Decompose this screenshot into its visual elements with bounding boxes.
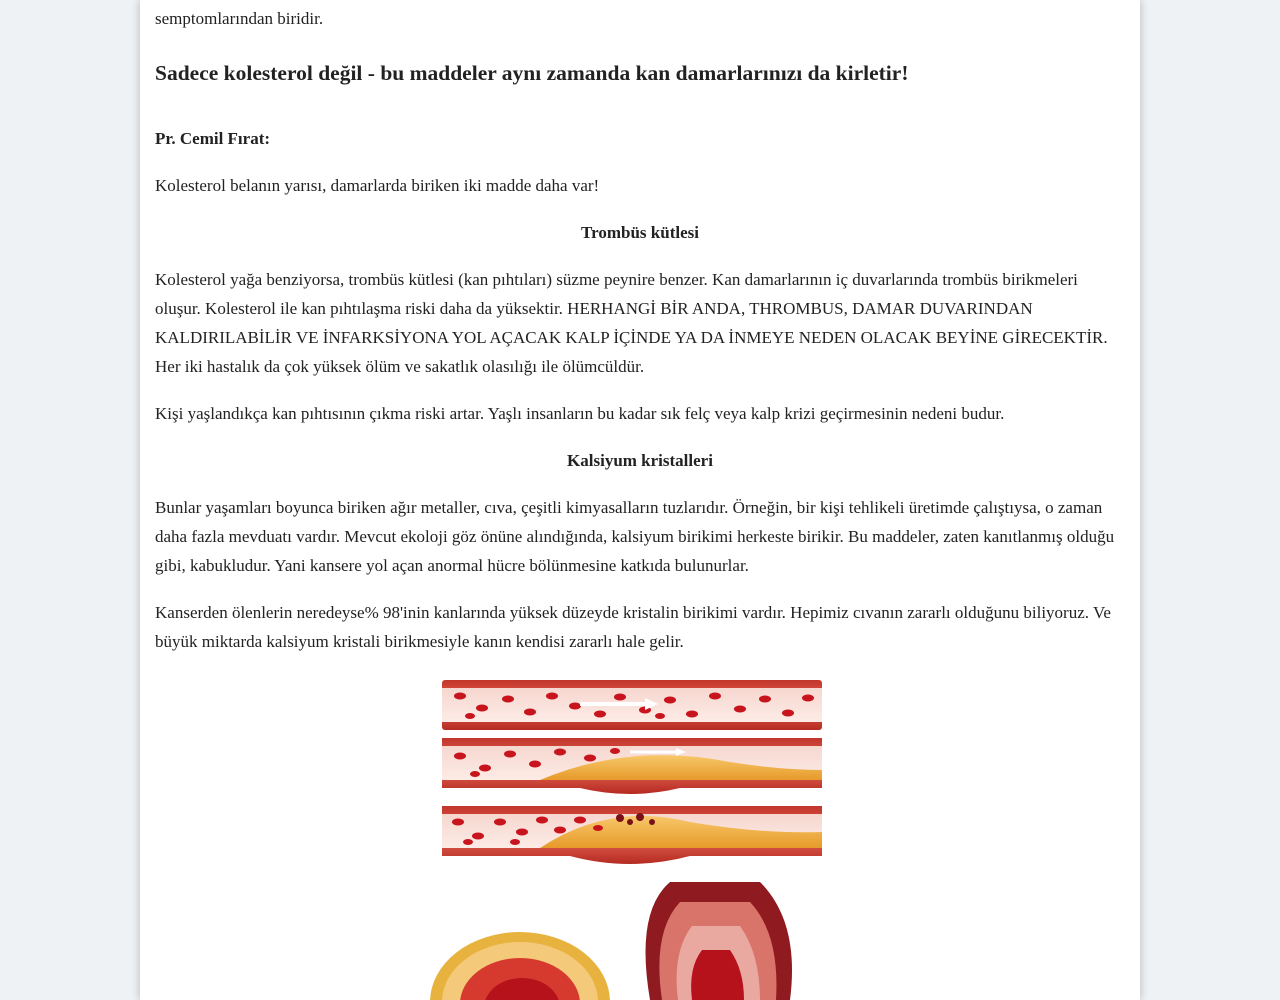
artery-illustration [430, 672, 850, 1000]
paragraph-thrombus-2: Kişi yaşlandıkça kan pıhtısının çıkma riski artar. Yaşlı insanların bu kadar sık felç veya kalp krizi geçirmesinin nedeni budur. [155, 404, 1005, 423]
paragraph-calcium-1: Bunlar yaşamları boyunca biriken ağır metaller, cıva, çeşitli kimyasalların tuzlarıdır. Örneğin, bir kişi tehlikeli üretimde çalıştıysa, o zaman daha fazla mevduatı vardır. Mevcut ekoloji göz önüne alındığında, kalsiyum birikimi herkeste birikir. Bu maddeler, zaten kanıtlanmış olduğu gibi, kabukludur. Yani kansere yol açan anormal hücre bölünmesine katkıda bulunurlar. [155, 498, 1115, 575]
intro-paragraph: Kolesterol belanın yarısı, damarlarda biriken iki madde daha var! [155, 176, 600, 195]
article-page [140, 0, 1140, 1000]
paragraph-calcium-2: Kanserden ölenlerin neredeyse% 98'inin kanlarında yüksek düzeyde kristalin birikimi vardır. Hepimiz cıvanın zararlı olduğunu biliyoruz. Ve büyük miktarda kalsiyum kristali birikmesiyle kanın kendisi zararlı hale gelir. [155, 603, 1111, 651]
vessel-plaque [442, 738, 822, 794]
artery-cross-section-right [646, 882, 793, 1000]
article-heading: Sadece kolesterol değil - bu maddeler aynı zamanda kan damarlarınızı da kirletir! [155, 61, 909, 85]
paragraph-thrombus-1: Kolesterol yağa benziyorsa, trombüs kütlesi (kan pıhtıları) süzme peynire benzer. Kan damarlarının iç duvarlarında trombüs birikmeleri oluşur. Kolesterol ile kan pıhtılaşma riski daha da yüksektir. HERHANGİ BİR ANDA, THROMBUS, DAMAR DUVARINDAN KALDIRILABİLİR VE İNFARKSİYONA YOL AÇACAK KALP İÇİNDE YA DA İNMEYE NEDEN OLACAK BEYİNE GİRECEKTİR. Her iki hastalık da çok yüksek ölüm ve sakatlık olasılığı ile ölümcüldür. [155, 270, 1108, 376]
text-fragment: semptomlarından biridir. [155, 9, 324, 28]
artery-illustration-svg [430, 672, 850, 1000]
section-title-thrombus: Trombüs kütlesi [581, 223, 699, 242]
vessel-healthy [442, 680, 822, 730]
section-title-calcium: Kalsiyum kristalleri [567, 451, 713, 470]
author-name: Pr. Cemil Fırat: [155, 129, 271, 148]
artery-cross-section-left [430, 932, 610, 1000]
vessel-blocked [442, 806, 822, 864]
